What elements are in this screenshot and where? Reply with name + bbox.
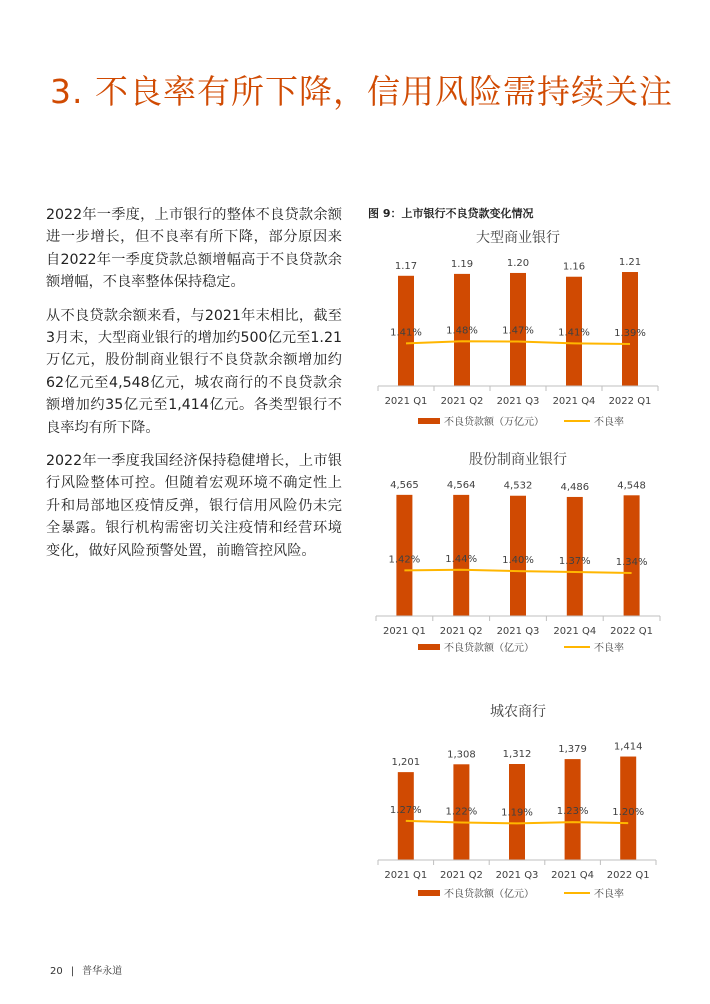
legend-line-label: 不良率 bbox=[594, 643, 624, 654]
paragraph-1: 2022年一季度，上市银行的整体不良贷款余额进一步增长，但不良率有所下降，部分原因来自2022年一季度贷款总额增幅高于不良贷款余额增幅，不良率整体保持稳定。 bbox=[46, 207, 342, 291]
x-tick-label: 2021 Q3 bbox=[496, 396, 540, 407]
bar-label: 4,548 bbox=[617, 480, 646, 492]
footer-brand: 普华永道 bbox=[82, 966, 123, 977]
chart-title: 股份制商业银行 bbox=[469, 452, 567, 468]
x-tick-label: 2021 Q4 bbox=[552, 396, 596, 407]
x-tick-label: 2021 Q1 bbox=[384, 396, 428, 407]
chart-title: 城农商行 bbox=[490, 704, 546, 720]
line-label: 1.27% bbox=[389, 804, 422, 816]
chart-large-banks bbox=[368, 226, 668, 436]
line-label: 1.41% bbox=[390, 327, 422, 339]
bar-label: 4,564 bbox=[446, 479, 476, 491]
x-tick-label: 2022 Q1 bbox=[606, 870, 650, 881]
footer-separator: | bbox=[70, 966, 75, 977]
legend-line-label: 不良率 bbox=[594, 417, 624, 428]
bar-label: 1,312 bbox=[502, 749, 532, 760]
x-tick-label: 2021 Q4 bbox=[553, 626, 597, 637]
x-tick-label: 2022 Q1 bbox=[608, 396, 652, 407]
legend-bar-swatch bbox=[418, 418, 440, 424]
bar-label: 1,308 bbox=[447, 749, 476, 761]
chart-city-rural-banks bbox=[368, 700, 668, 910]
legend-bar-swatch bbox=[418, 644, 440, 650]
x-tick-label: 2021 Q1 bbox=[384, 870, 428, 881]
chart-title: 大型商业银行 bbox=[476, 230, 560, 246]
line-label: 1.44% bbox=[445, 553, 478, 565]
legend-bar-label: 不良贷款额（万亿元） bbox=[444, 417, 544, 428]
chart-joint-stock-banks bbox=[368, 448, 668, 658]
line-label: 1.22% bbox=[445, 806, 478, 818]
line-label: 1.41% bbox=[558, 327, 590, 339]
chart-joint-stock-banks-svg bbox=[368, 448, 668, 658]
chart-large-banks-svg bbox=[368, 226, 668, 436]
x-tick-label: 2021 Q1 bbox=[382, 626, 426, 637]
line-label: 1.20% bbox=[612, 807, 645, 819]
bar-label: 1,201 bbox=[391, 757, 421, 769]
legend-bar-label: 不良贷款额（亿元） bbox=[444, 643, 534, 654]
footer bbox=[50, 962, 122, 977]
line-label: 1.48% bbox=[446, 325, 478, 337]
bar-label: 1.21 bbox=[618, 257, 642, 269]
line-label: 1.47% bbox=[502, 325, 534, 337]
x-tick-label: 2021 Q3 bbox=[496, 626, 540, 637]
x-tick-label: 2021 Q2 bbox=[439, 626, 483, 637]
x-tick-label: 2021 Q3 bbox=[495, 870, 539, 881]
line-label: 1.19% bbox=[501, 807, 533, 819]
page-title: 3. 不良率有所下降，信用风险需持续关注 bbox=[50, 72, 673, 111]
x-tick-label: 2022 Q1 bbox=[610, 626, 654, 637]
line-label: 1.34% bbox=[615, 556, 648, 568]
bar-label: 1.20 bbox=[506, 257, 530, 269]
bar-label: 1.19 bbox=[450, 258, 474, 270]
paragraph-3: 2022年一季度我国经济保持稳健增长，上市银行风险整体可控。但随着宏观环境不确定性上升和局部地区疫情反弹，银行信用风险仍未完全暴露。银行机构需密切关注疫情和经营环境变化，做好风险预警处置，前瞻管控风险。 bbox=[46, 453, 342, 559]
bar-label: 1,379 bbox=[558, 744, 587, 756]
legend-bar-label: 不良贷款额（亿元） bbox=[444, 889, 534, 900]
line-label: 1.40% bbox=[502, 555, 534, 567]
bar bbox=[398, 772, 414, 860]
bar-label: 4,532 bbox=[503, 480, 533, 492]
x-tick-label: 2021 Q2 bbox=[439, 870, 483, 881]
legend-bar-swatch bbox=[418, 890, 440, 896]
chart-city-rural-banks-svg bbox=[368, 700, 668, 910]
bar-label: 1,414 bbox=[613, 741, 643, 753]
legend-line-label: 不良率 bbox=[594, 889, 624, 900]
line-label: 1.37% bbox=[558, 556, 591, 568]
bar bbox=[624, 495, 640, 616]
bar-label: 1.16 bbox=[562, 261, 586, 273]
line-label: 1.23% bbox=[556, 806, 589, 818]
figure-caption: 图 9：上市银行不良贷款变化情况 bbox=[368, 207, 534, 220]
line-label: 1.42% bbox=[388, 554, 421, 566]
paragraph-2: 从不良贷款余额来看，与2021年末相比，截至3月末，大型商业银行的增加约500亿元至1.21万亿元，股份制商业银行不良贷款余额增加约62亿元至4,548亿元，城农商行的不良贷款余额增加约35亿元至1,414亿元。各类型银行不良率均有所下降。 bbox=[46, 307, 342, 436]
line-label: 1.39% bbox=[614, 327, 646, 339]
bar-label: 4,565 bbox=[390, 479, 419, 491]
x-tick-label: 2021 Q2 bbox=[440, 396, 484, 407]
bar-label: 1.17 bbox=[394, 260, 418, 272]
page-number: 20 bbox=[50, 966, 63, 977]
bar-label: 4,486 bbox=[560, 481, 590, 493]
body-text bbox=[46, 204, 342, 573]
x-tick-label: 2021 Q4 bbox=[551, 870, 595, 881]
